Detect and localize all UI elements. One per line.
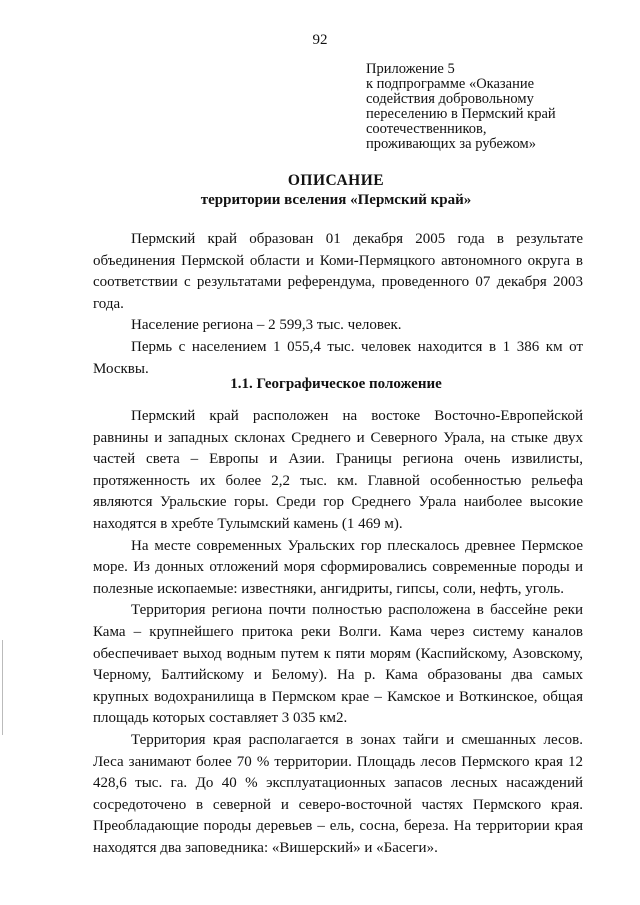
appendix-note [366,62,606,152]
page-number: 92 [312,32,328,48]
appendix-line: содействия добровольному [366,91,534,107]
document-title: ОПИСАНИЕ [287,172,385,189]
section-paragraph: На месте современных Уральских гор плескалось древнее Пермское море. Из донных отложений моря сформировались современные породы и полезные ископаемые: известняки, ангидриты, гипсы, соли, нефть, уголь. [93,537,583,597]
section-title: 1.1. Географическое положение [230,376,442,392]
intro-paragraph: Пермский край образован 01 декабря 2005 года в результате объединения Пермской области и Коми-Пермяцкого автономного округа в соответствии с результатами референдума, проведенного 07 декабря 2003 года. [93,231,583,312]
appendix-line: Приложение 5 [366,61,455,77]
section-paragraph: Территория края располагается в зонах тайги и смешанных лесов. Леса занимают более 70 % территории. Площадь лесов Пермского края 12 428,6 тыс. га. До 40 % эксплуатационных запасов лесных насаждений сосредоточено в северной и северо-восточной частях Пермского края. Преобладающие породы деревьев – ель, сосна, береза. На территории края находятся два заповедника: «Вишерский» и «Басеги». [93,731,583,856]
section-paragraph: Территория региона почти полностью расположена в бассейне реки Кама – крупнейшего притока реки Волги. Кама через систему каналов обеспечивает выход водным путем к пяти морям (Каспийскому, Азовскому, Черному, Балтийскому и Белому). На р. Кама образованы два самых крупных водохранилища в Пермском крае – Камское и Воткинское, общая площадь которых составляет 3 035 км2. [93,602,583,727]
appendix-line: переселению в Пермский край [366,106,556,122]
appendix-line: проживающих за рубежом» [366,136,536,152]
section-paragraph: Пермский край расположен на востоке Восточно-Европейской равнины и западных склонах Среднего и Северного Урала, на стыке двух частей света – Европы и Азии. Границы региона очень извилисты, протяженность их более 2,2 тыс. км. Главной особенностью рельефа являются Уральские горы. Среди гор Среднего Урала наиболее высокие находятся в хребте Тулымский камень (1 469 м). [93,408,583,532]
scan-margin-line [2,640,3,735]
population-paragraph: Население региона – 2 599,3 тыс. человек. [131,317,402,334]
appendix-line: соотечественников, [366,121,487,137]
perm-paragraph: Пермь с населением 1 055,4 тыс. человек находится в 1 386 км от Москвы. [93,338,583,377]
section-body [93,406,583,859]
document-subtitle: территории вселения «Пермский край» [200,192,472,208]
intro-block [93,229,583,380]
appendix-line: к подпрограмме «Оказание [366,76,535,92]
